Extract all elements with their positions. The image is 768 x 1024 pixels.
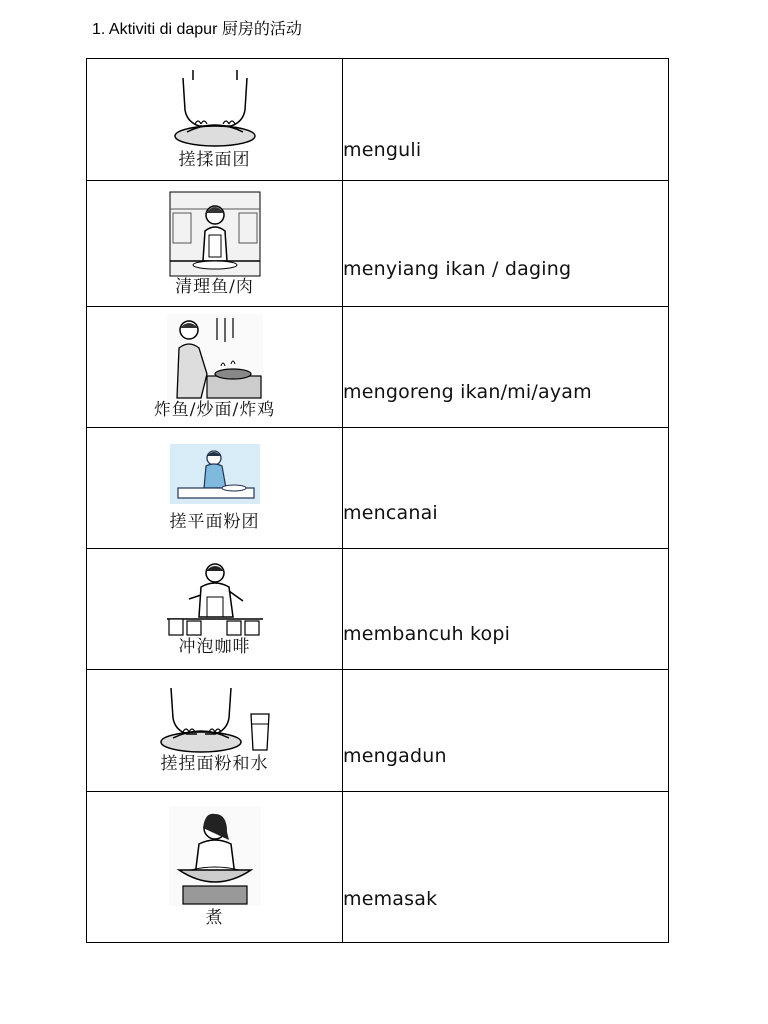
- mixing-flour-water-illustration: [155, 688, 275, 754]
- kneading-dough-illustration: [165, 70, 265, 150]
- table-row: [87, 307, 669, 428]
- caption-chinese: 搓揉面团: [178, 149, 251, 170]
- table-row: [87, 428, 669, 549]
- term-cell: [343, 307, 669, 428]
- heading-title-chinese: 厨房的活动: [221, 19, 302, 38]
- term-cell: [343, 59, 669, 181]
- table-row: [87, 59, 669, 181]
- table-row: [87, 549, 669, 670]
- caption-chinese: 冲泡咖啡: [178, 637, 251, 657]
- term-malay: mengoreng ikan/mi/ayam: [343, 381, 592, 403]
- term-cell: [343, 670, 669, 792]
- vocabulary-table: [86, 58, 669, 943]
- picture-cell: [87, 792, 343, 943]
- term-malay: mengadun: [343, 744, 447, 767]
- caption-chinese: 煮: [205, 908, 224, 928]
- picture-cell: [87, 59, 343, 181]
- frying-illustration: [167, 314, 263, 400]
- term-cell: [343, 549, 669, 670]
- caption-chinese: 搓捏面粉和水: [160, 753, 269, 774]
- heading-title-malay: Aktiviti di dapur: [108, 21, 218, 38]
- caption-chinese: 清理鱼/肉: [175, 276, 254, 297]
- table-row: [87, 181, 669, 307]
- rolling-dough-illustration: [170, 444, 260, 504]
- term-malay: menguli: [343, 138, 422, 161]
- term-cell: [343, 428, 669, 549]
- caption-chinese: 炸鱼/炒面/炸鸡: [153, 400, 276, 420]
- picture-cell: [87, 181, 343, 307]
- making-coffee-illustration: [167, 561, 263, 637]
- table-row: [87, 792, 669, 943]
- page-heading: [92, 18, 302, 41]
- cooking-illustration: [169, 806, 261, 906]
- term-cell: [343, 792, 669, 943]
- table-row: [87, 670, 669, 792]
- picture-cell: [87, 670, 343, 792]
- term-malay: mencanai: [343, 502, 438, 524]
- heading-number: 1.: [92, 21, 106, 38]
- term-malay: menyiang ikan / daging: [343, 257, 572, 280]
- term-malay: memasak: [343, 888, 438, 910]
- picture-cell: [87, 549, 343, 670]
- caption-chinese: 搓平面粉团: [169, 512, 260, 532]
- cleaning-fish-illustration: [169, 191, 261, 277]
- term-malay: membancuh kopi: [343, 623, 511, 645]
- picture-cell: [87, 428, 343, 549]
- picture-cell: [87, 307, 343, 428]
- term-cell: [343, 181, 669, 307]
